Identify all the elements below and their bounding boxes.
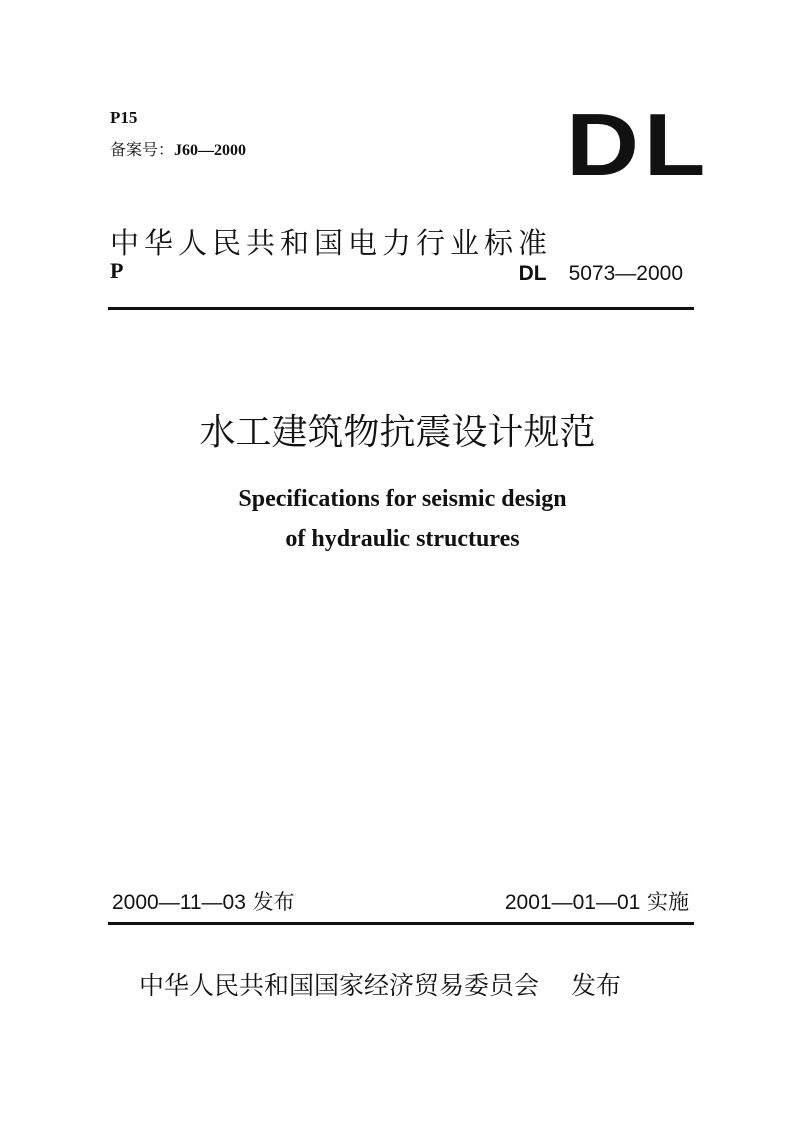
record-label: 备案号： bbox=[110, 140, 175, 159]
header-divider bbox=[108, 307, 694, 310]
effective-date bbox=[505, 886, 689, 916]
effective-date-label: 实施 bbox=[647, 890, 689, 914]
publish-date bbox=[112, 886, 295, 916]
dl-logo: DL bbox=[566, 95, 711, 194]
code-prefix: DL bbox=[518, 262, 547, 285]
english-title-line1: Specifications for seismic design bbox=[238, 486, 567, 512]
publisher-name: 中华人民共和国国家经济贸易委员会 bbox=[139, 971, 540, 1000]
document-title: 水工建筑物抗震设计规范 bbox=[199, 412, 596, 453]
effective-date-value: 2001—01—01 bbox=[504, 891, 641, 914]
classification-code: P15 bbox=[110, 108, 138, 127]
standard-category: P bbox=[110, 258, 124, 283]
english-title-line2: of hydraulic structures bbox=[285, 526, 520, 552]
publish-date-label: 发布 bbox=[252, 890, 295, 914]
publish-date-value: 2000—11—03 bbox=[112, 891, 246, 914]
publisher bbox=[139, 966, 621, 1002]
issuer-title: 中华人民共和国电力行业标准 bbox=[110, 226, 553, 260]
record-value: J60—2000 bbox=[174, 142, 247, 159]
record-number bbox=[110, 137, 246, 160]
standard-code bbox=[519, 261, 683, 286]
code-number: 5073—2000 bbox=[568, 262, 683, 285]
publisher-label: 发布 bbox=[571, 971, 622, 1000]
footer-divider bbox=[108, 922, 694, 925]
